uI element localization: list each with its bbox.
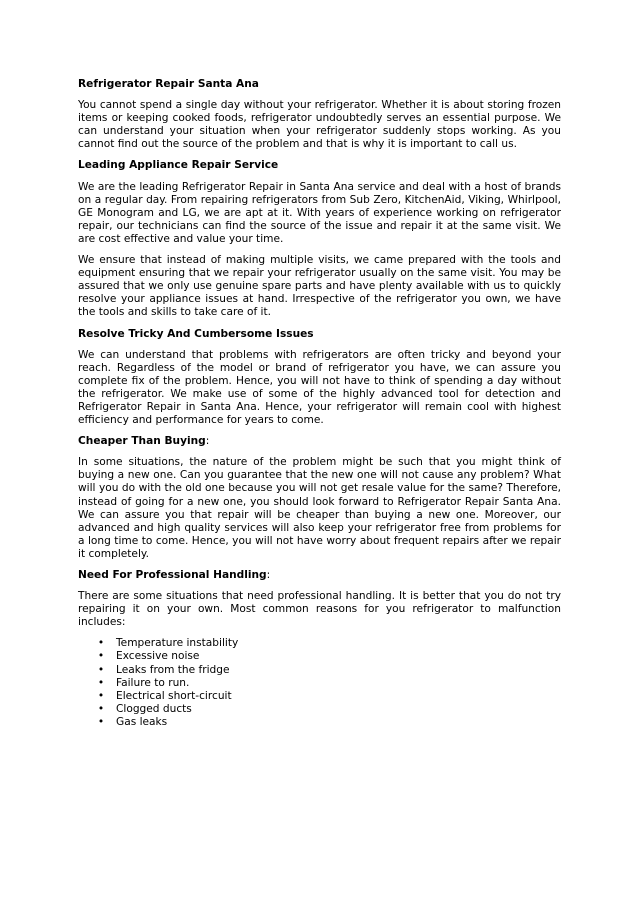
intro-paragraph: You cannot spend a single day without your refrigerator. Whether it is about storing frozen items or keeping cooked foods, refrigerator undoubtedly serves an essential purpose. We can understand your situation when your refrigerator suddenly stops working. As you cannot find out the source of the problem and that is why it is important to call us. <box>78 99 561 151</box>
bullet-icon: • <box>97 663 105 676</box>
paragraph: We can understand that problems with refrigerators are often tricky and beyond your reach. Regardless of the model or brand of refrigerator you have, we can assure you complete fix of the problem. Hence, you will not have to think of spending a day without the refrigerator. We make use of some of the highly advanced tool for detection and Refrigerator Repair in Santa Ana. Hence, your refrigerator will remain cool with highest efficiency and performance for years to come. <box>78 348 561 427</box>
section-heading-text: Resolve Tricky And Cumbersome Issues <box>78 327 314 340</box>
paragraph: There are some situations that need professional handling. It is better that you do not try repairing it on your own. Most common reasons for you refrigerator to malfunction includes: <box>78 590 561 629</box>
list-item-text: Clogged ducts <box>116 702 192 715</box>
section-heading-text: Need For Professional Handling <box>78 569 267 581</box>
list-item <box>78 703 561 716</box>
list-item-text: Failure to run. <box>116 676 190 689</box>
list-item-text: Leaks from the fridge <box>116 663 230 676</box>
bullet-icon: • <box>97 676 105 689</box>
list-item <box>78 650 561 663</box>
list-item <box>78 690 561 703</box>
list-item-text: Temperature instability <box>116 637 239 650</box>
section-heading-text: Cheaper Than Buying <box>78 435 206 448</box>
section-heading-text: Leading Appliance Repair Service <box>78 159 279 172</box>
bullet-icon: • <box>97 715 105 728</box>
document-body <box>78 78 561 729</box>
bullet-icon: • <box>97 702 105 715</box>
bullet-icon: • <box>97 637 105 650</box>
bullet-icon: • <box>97 650 105 663</box>
paragraph: We ensure that instead of making multiple visits, we came prepared with the tools and equipment ensuring that we repair your refrigerator usually on the same visit. You may be assured that we only use genuine spare parts and have plenty available with us to quickly resolve your appliance issues at hand. Irrespective of the refrigerator you own, we have the tools and skills to take care of it. <box>78 254 561 319</box>
list-item-text: Electrical short-circuit <box>116 689 232 702</box>
list-item <box>78 716 561 729</box>
document-title: Refrigerator Repair Santa Ana <box>78 78 259 90</box>
section-heading-suffix: : <box>205 435 210 448</box>
bullet-icon: • <box>97 689 105 702</box>
list-item-text: Excessive noise <box>116 650 200 663</box>
section-heading-suffix: : <box>266 569 271 581</box>
list-item-text: Gas leaks <box>116 715 168 728</box>
paragraph: In some situations, the nature of the problem might be such that you might think of buying a new one. Can you guarantee that the new one will not cause any problem? What will you do with the old one because you will not get resale value for the same? Therefore, instead of going for a new one, you should look forward to Refrigerator Repair Santa Ana. We can assure you that repair will be cheaper than buying a new one. Moreover, our advanced and high quality services will also keep your refrigerator free from problems for a long time to come. Hence, you will not have worry about frequent repairs after we repair it completely. <box>78 456 561 560</box>
list-item <box>78 637 561 650</box>
section-heading-cheaper-than-buying <box>78 435 561 448</box>
section-heading-leading-service <box>78 159 561 172</box>
paragraph: We are the leading Refrigerator Repair in Santa Ana service and deal with a host of brands on a regular day. From repairing refrigerators from Sub Zero, KitchenAid, Viking, Whirlpool, GE Monogram and LG, we are apt at it. With years of experience working on refrigerator repair, our technicians can find the source of the issue and repair it at the same visit. We are cost effective and value your time. <box>78 180 561 245</box>
list-item <box>78 664 561 677</box>
section-heading-tricky-issues <box>78 328 561 341</box>
section-heading-professional-handling <box>78 569 561 582</box>
list-item <box>78 677 561 690</box>
malfunction-reasons-list <box>78 637 561 729</box>
